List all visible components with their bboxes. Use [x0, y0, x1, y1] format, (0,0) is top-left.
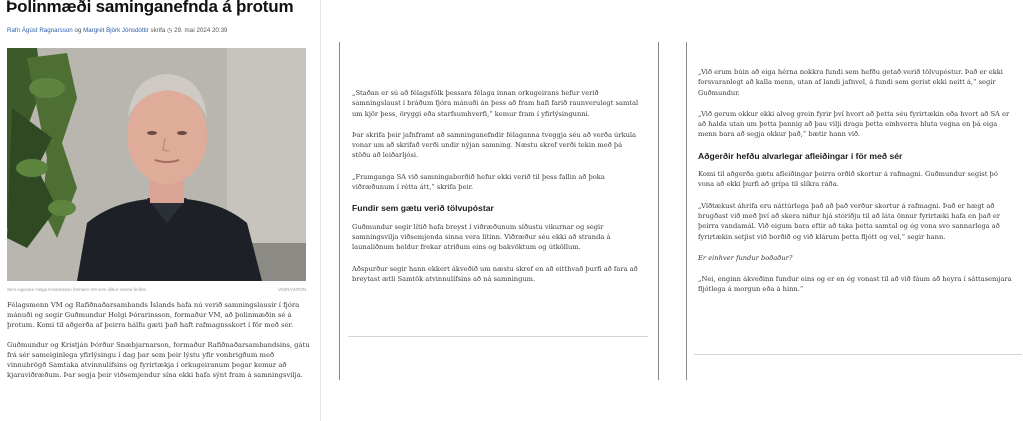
paragraph: Guðmundur segir lítið hafa breyst í viðræðunum síðustu vikurnar og segir samningsvilja viðsemjenda sinna vera lítinn. Viðræður séu ekki að stranda á launaliðnum heldur frekar atriðum eins og bakvöktum og útköllum. — [352, 222, 611, 252]
column-divider — [658, 42, 659, 380]
paragraph: „Víðtækust áhrifa eru náttúrlega það að það verður skortur á rafmagni. Það er hægt að brugðast við með því að skera niður hjá stóriðju til að láta önnur fyrirtæki hafa en það er þeirra vandamál. Við eigum bara eftir að taka þetta samtal og ég vona svo sannarlega að fyrirtækin setjist við borðið og við klárum þetta fljótt og vel,“ segir hann. — [698, 201, 1001, 241]
paragraph: Þar skrifa þeir jafnframt að samninganefndir félaganna tveggja séu að verða úrkula vonar um að skrifað verði undir nýjan samning. Næstu skref verði tekin með þá stöðu að leiðarljósi. — [352, 130, 637, 160]
column-divider — [339, 42, 340, 380]
article-headline: Þolinmæði saminganefnda á þrotum — [6, 0, 294, 16]
article-body-left — [7, 300, 313, 390]
article-column-middle — [352, 88, 642, 295]
photo-caption — [7, 287, 306, 292]
article-column-right — [698, 67, 1016, 306]
paragraph: Komi til aðgerða gætu afleiðingar þeirra orðið skortur á rafmagni. Guðmundur segist þó vona að ekki þurfi að grípa til slíkra ráða. — [698, 170, 998, 189]
author-link-1[interactable]: Rafn Ágúst Ragnarsson — [7, 27, 73, 34]
photo-caption-text: Sem eigendur Helga Þórarinsson formann VM sem ólíkur seinna ferðist. — [7, 287, 147, 292]
divider — [694, 354, 1022, 355]
paragraph: Guðmundur og Kristján Þórður Snæbjarnarson, formaður Rafiðnaðarsambandsins, gátu frá sér sameiginlega yfirlýsingu í dag þar sem þeir lýstu yfir vonbrigðum með vinnubrögð Samtaka atvinnulífsins og fyrirtækja í orkugeiranum þegar kemur að kjaraviðræðum. Þar segja þeir viðsemjendur sína ekki hafa sýnt fram á samningsvilja. — [7, 341, 310, 379]
paragraph: Aðspurður segir hann ekkert ákveðið um næstu skref en að eitthvað þurfi að fara að breytast ætli Samtök atvinnulífsins að ná samningum. — [352, 264, 638, 283]
portrait-illustration — [7, 48, 306, 281]
author-link-2[interactable]: Margrét Björk Jónsdóttir — [83, 27, 149, 34]
photo-credit: VÍSIR/ANTON — [278, 287, 306, 292]
divider — [348, 336, 648, 337]
byline-verb: skrifa — [150, 27, 166, 34]
column-divider — [686, 42, 687, 380]
section-heading: Fundir sem gætu verið tölvupóstar — [352, 203, 494, 214]
paragraph: Félagsmenn VM og Rafiðnaðarsambands Íslands hafa nú verið samningslausir í fjóra mánuði og segir Guðmundur Helgi Þórarinsson, formaður VM, að þolinmæðin sé á þrotum. Komi til aðgerða af þeirra hálfu gæti það haft rafmagnsskort í för með sér. — [7, 301, 300, 329]
paragraph: „Við gerum okkur ekki alveg grein fyrir því hvort að þetta séu fyrirtækin eða hvort að SA er að halda utan um þetta þannig að þau vilji draga þetta einhverra hluta vegna en þá eiga menn bara að segja okkur það,“ bætir hann við. — [698, 109, 1010, 139]
paragraph: „Nei, enginn ákveðinn fundur eins og er en ég vonast til að við fáum að heyra í sáttasemjara fljótlega á morgun eða á hinn.“ — [698, 275, 1012, 294]
interview-question: Er einhver fundur boðaður? — [698, 253, 793, 262]
paragraph: „Við erum búin að eiga hérna nokkra fundi sem hefðu getað verið tölvupóstur. Það er ekki forsvaranlegt að kalla menn, utan af landi jafnvel, á fundi sem gerist ekki neitt á,“ segir Guðmundur. — [698, 68, 1003, 97]
byline — [7, 27, 227, 34]
section-heading: Aðgerðir hefðu alvarlegar afleiðingar í för með sér — [698, 150, 903, 161]
article-photo[interactable] — [7, 48, 306, 281]
clock-icon: ◷ — [167, 27, 173, 34]
paragraph: „Staðan er sú að félagsfólk þessara félaga innan orkugeirans hefur verið samningslaust í bráðum fjóra mánuði án þess að fram hafi farið raunverulegt samtal um kjör þess, öryggi eða starfsumhverfi,“ kemur fram í yfirlýsingunni. — [352, 89, 639, 118]
byline-joiner: og — [74, 27, 82, 34]
publish-timestamp: 29. maí 2024 20:39 — [174, 27, 228, 34]
article-column-left — [0, 0, 321, 421]
paragraph: „Framganga SA við samningaborðið hefur ekki verið til þess fallin að þoka viðræðunum í rétta átt,“ skrifa þeir. — [352, 172, 605, 192]
